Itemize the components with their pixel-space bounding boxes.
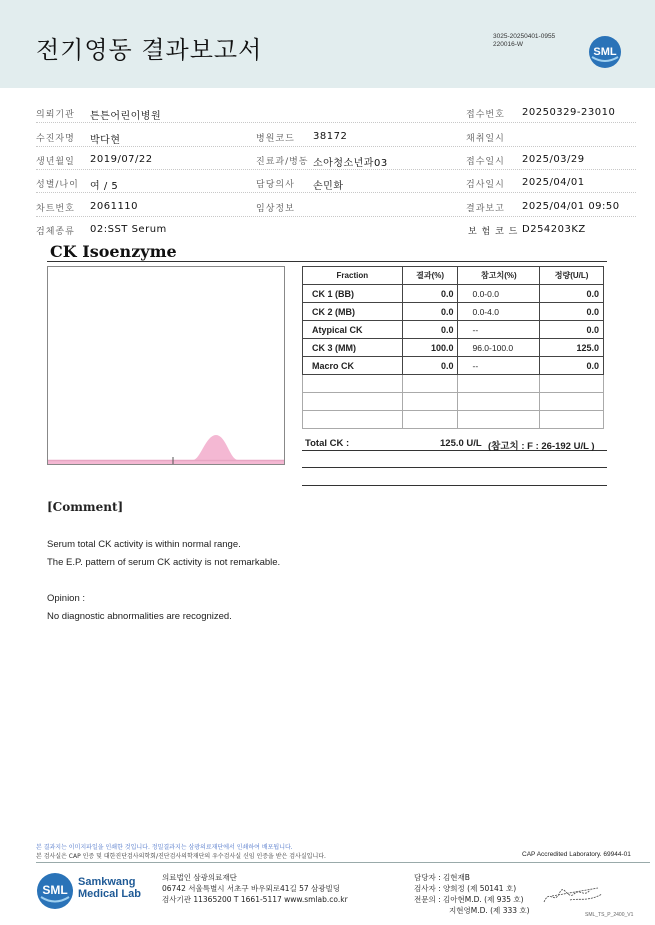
fraction-ref: --	[458, 357, 540, 375]
table-row	[303, 285, 604, 303]
brand-name	[78, 876, 141, 900]
fraction-name: CK 1 (BB)	[303, 285, 403, 303]
fraction-result: 0.0	[402, 357, 458, 375]
fraction-result: 0.0	[402, 285, 458, 303]
opinion-label: Opinion :	[47, 593, 86, 604]
chart-label: 차트번호	[36, 204, 75, 214]
table-row-empty	[303, 393, 604, 411]
ref-code-1: 3025-20250401-0955	[493, 33, 556, 40]
info-row-6	[36, 217, 636, 240]
opinion-text: No diagnostic abnormalities are recognized.	[47, 611, 232, 622]
electrophoresis-graph	[47, 266, 285, 465]
specimen-label: 검체종류	[36, 227, 75, 237]
table-row	[303, 357, 604, 375]
samkwang-logo-icon	[36, 872, 74, 910]
logo-text: SML	[593, 46, 617, 58]
disclaimer-image: 본 결과지는 이미지파일을 인쇄한 것입니다. 정밀결과지는 삼광의료재단에서 인쇄하여 배포됩니다.	[36, 844, 293, 851]
footer-rule	[36, 862, 650, 863]
accession-label: 접수번호	[466, 110, 505, 120]
inst-label: 의뢰기관	[36, 110, 75, 120]
report-value: 2025/04/01 09:50	[522, 201, 620, 212]
ck-section-title: CK Isoenzyme	[50, 242, 177, 261]
total-ck-reference: (참고치 : F : 26-192 U/L )	[488, 441, 595, 452]
sex-age-label: 성별/나이	[36, 180, 79, 190]
comment-line-1: Serum total CK activity is within normal range.	[47, 539, 241, 550]
sex-age-value: 여 / 5	[90, 181, 119, 192]
report-label: 결과보고	[466, 204, 505, 214]
fraction-table-header	[303, 267, 604, 285]
total-rule-2	[302, 467, 607, 468]
fraction-ref: 0.0-0.0	[458, 285, 540, 303]
signature-icon	[540, 880, 610, 910]
dept-value: 소아청소년과03	[313, 158, 388, 169]
staff-specialist-1: 전문의 : 김아현M.D. (제 935 호)	[414, 895, 524, 904]
insurance-label: 보 험 코 드	[468, 227, 519, 237]
fraction-table	[302, 266, 604, 429]
electrophoresis-curve	[48, 267, 284, 464]
col-reference: 참고치(%)	[458, 267, 540, 285]
table-row-empty	[303, 411, 604, 429]
fraction-result: 100.0	[402, 339, 458, 357]
col-amount: 정량(U/L)	[540, 267, 604, 285]
comment-line-2: The E.P. pattern of serum CK activity is not remarkable.	[47, 557, 281, 568]
receive-label: 접수일시	[466, 157, 505, 167]
info-row-2	[36, 124, 636, 147]
fraction-name: Macro CK	[303, 357, 403, 375]
total-ck-line	[302, 437, 607, 451]
ck-mm-peak	[48, 435, 284, 464]
clinical-label: 임상정보	[256, 204, 295, 214]
staff-manager: 담당자 : 김현재B	[414, 873, 470, 882]
info-row-5	[36, 194, 636, 217]
patient-value: 박다현	[90, 135, 121, 146]
org-name: 의료법인 삼광의료재단	[162, 873, 237, 882]
specimen-value: 02:SST Serum	[90, 224, 167, 235]
dob-label: 생년월일	[36, 157, 75, 167]
col-fraction: Fraction	[303, 267, 403, 285]
chart-value: 2061110	[90, 201, 139, 212]
hospital-code-label: 병원코드	[256, 134, 295, 144]
fraction-name: CK 2 (MB)	[303, 303, 403, 321]
doctor-value: 손민화	[313, 181, 344, 192]
footer-logo-text: SML	[42, 883, 68, 897]
disclaimer-cap: 본 검사실은 CAP 인증 및 대한진단검사의학회/진단검사의학재단의 우수검사실 신임 인증을 받은 검사실입니다.	[36, 853, 326, 860]
fraction-ref: 96.0-100.0	[458, 339, 540, 357]
table-row	[303, 321, 604, 339]
test-date-label: 검사일시	[466, 180, 505, 190]
brand-name-2: Medical Lab	[78, 888, 141, 900]
total-rule-3	[302, 485, 607, 486]
test-date-value: 2025/04/01	[522, 177, 585, 188]
comment-title: [Comment]	[47, 500, 124, 514]
fraction-ref: 0.0-4.0	[458, 303, 540, 321]
doctor-label: 담당의사	[256, 180, 295, 190]
dob-value: 2019/07/22	[90, 154, 153, 165]
table-row	[303, 339, 604, 357]
col-result: 결과(%)	[402, 267, 458, 285]
ref-code-2: 220016-W	[493, 41, 523, 48]
dept-label: 진료과/병동	[256, 157, 309, 167]
staff-tester: 검사자 : 양희정 (제 50141 호)	[414, 884, 517, 893]
accession-value: 20250329-23010	[522, 107, 616, 118]
hospital-code-value: 38172	[313, 131, 348, 142]
ck-title-rule	[47, 261, 607, 262]
form-code: SML_TS_P_2400_V1	[585, 912, 634, 918]
fraction-amount: 0.0	[540, 303, 604, 321]
brand-name-1: Samkwang	[78, 876, 136, 888]
page-title: 전기영동 결과보고서	[36, 36, 263, 64]
fraction-ref: --	[458, 321, 540, 339]
fraction-result: 0.0	[402, 303, 458, 321]
info-row-4	[36, 170, 636, 193]
table-row	[303, 303, 604, 321]
reference-codes	[493, 33, 555, 49]
inst-value: 튼튼어린이병원	[90, 111, 162, 122]
fraction-amount: 0.0	[540, 285, 604, 303]
sml-logo-icon	[588, 35, 622, 69]
cap-accreditation: CAP Accredited Laboratory. 69944-01	[522, 851, 631, 858]
fraction-name: Atypical CK	[303, 321, 403, 339]
fraction-name: CK 3 (MM)	[303, 339, 403, 357]
fraction-amount: 0.0	[540, 321, 604, 339]
info-row-1	[36, 100, 636, 123]
receive-value: 2025/03/29	[522, 154, 585, 165]
info-row-3	[36, 147, 636, 170]
staff-specialist-2: 지현영M.D. (제 333 호)	[449, 906, 530, 915]
total-ck-value: 125.0 U/L	[440, 438, 482, 449]
org-address: 06742 서울특별시 서초구 바우뫼로41길 57 삼광빌딩	[162, 884, 341, 893]
insurance-value: D254203KZ	[522, 224, 586, 235]
org-contact: 검사기관 11365200 T 1661-5117 www.smlab.co.kr	[162, 895, 348, 904]
fraction-amount: 0.0	[540, 357, 604, 375]
patient-label: 수진자명	[36, 134, 75, 144]
total-ck-label: Total CK :	[305, 438, 350, 449]
fraction-amount: 125.0	[540, 339, 604, 357]
table-row-empty	[303, 375, 604, 393]
collect-date-label: 채취일시	[466, 134, 505, 144]
fraction-result: 0.0	[402, 321, 458, 339]
